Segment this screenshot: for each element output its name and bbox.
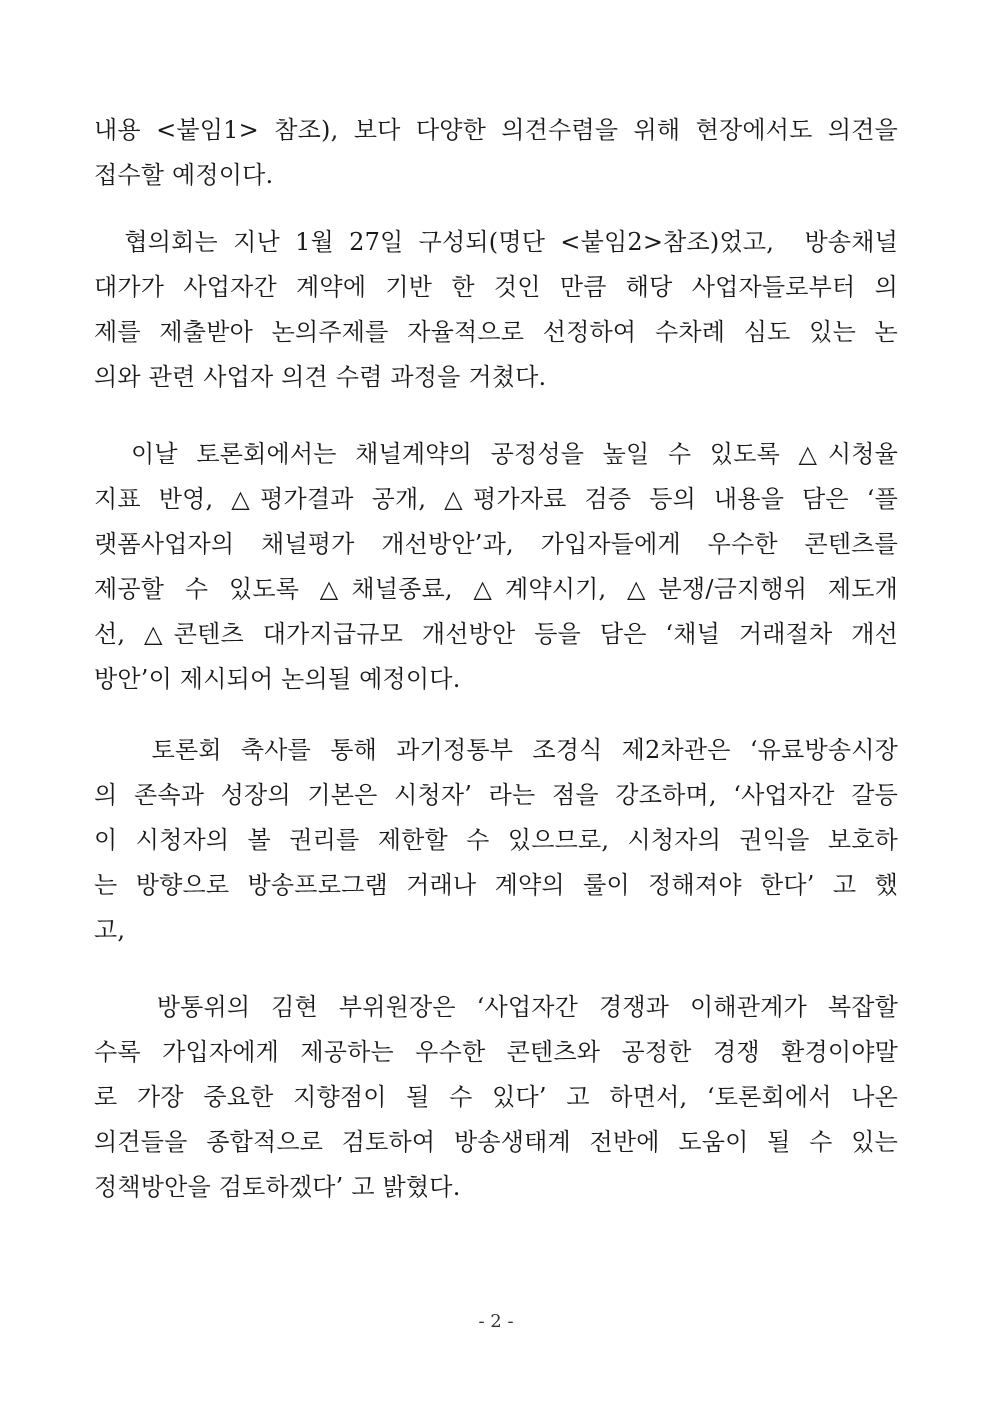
text-line: 대가가 사업자간 계약에 기반 한 것인 만큼 해당 사업자들로부터 의 bbox=[94, 273, 898, 301]
text-line: 협의회는 지난 1월 27일 구성되(명단 <붙임2>참조)었고, 방송채널 bbox=[94, 228, 898, 256]
text-line: 이날 토론회에서는 채널계약의 공정성을 높일 수 있도록 △시청율 bbox=[94, 440, 898, 468]
text-line: 이 시청자의 볼 권리를 제한할 수 있으므로, 시청자의 권익을 보호하 bbox=[94, 826, 898, 854]
text-line: 랫폼사업자의 채널평가 개선방안’과, 가입자들에게 우수한 콘텐츠를 bbox=[94, 530, 898, 558]
text-line: 토론회 축사를 통해 과기정통부 조경식 제2차관은 ‘유료방송시장 bbox=[94, 736, 898, 764]
text-line: 제공할 수 있도록 △채널종료, △계약시기, △분쟁/금지행위 제도개 bbox=[94, 575, 898, 603]
paragraph-vice-minister-remarks bbox=[94, 728, 898, 953]
text-line: 의견들을 종합적으로 검토하여 방송생태계 전반에 도움이 될 수 있는 bbox=[94, 1128, 898, 1156]
paragraph-opinion-submission bbox=[94, 108, 898, 198]
text-line: 정책방안을 검토하겠다’ 고 밝혔다. bbox=[94, 1173, 461, 1201]
text-line: 내용 <붙임1> 참조), 보다 다양한 의견수렴을 위해 현장에서도 의견을 bbox=[94, 116, 898, 144]
text-line: 방통위의 김현 부위원장은 ‘사업자간 경쟁과 이해관계가 복잡할 bbox=[94, 993, 898, 1021]
text-line: 수록 가입자에게 제공하는 우수한 콘텐츠와 공정한 경쟁 환경이야말 bbox=[94, 1038, 898, 1066]
paragraph-forum-agenda bbox=[94, 432, 898, 702]
text-line: 의 존속과 성장의 기본은 시청자’ 라는 점을 강조하며, ‘사업자간 갈등 bbox=[94, 781, 898, 809]
paragraph-vice-chair-remarks bbox=[94, 985, 898, 1210]
text-line: 제를 제출받아 논의주제를 자율적으로 선정하여 수차례 심도 있는 논 bbox=[94, 318, 898, 346]
text-line: 의와 관련 사업자 의견 수렴 과정을 거쳤다. bbox=[94, 363, 547, 391]
text-line: 선, △콘텐츠 대가지급규모 개선방안 등을 담은 ‘채널 거래절차 개선 bbox=[94, 620, 898, 648]
text-line: 지표 반영, △평가결과 공개, △평가자료 검증 등의 내용을 담은 ‘플 bbox=[94, 485, 898, 513]
text-line: 는 방향으로 방송프로그램 거래나 계약의 룰이 정해져야 한다’ 고 했 bbox=[94, 871, 898, 899]
text-line: 고, bbox=[94, 916, 126, 944]
text-line: 로 가장 중요한 지향점이 될 수 있다’ 고 하면서, ‘토론회에서 나온 bbox=[94, 1083, 898, 1111]
text-line: 접수할 예정이다. bbox=[94, 161, 274, 189]
text-line: 방안’이 제시되어 논의될 예정이다. bbox=[94, 665, 461, 693]
paragraph-council-formation bbox=[94, 220, 898, 400]
page-number: - 2 - bbox=[478, 1311, 514, 1332]
